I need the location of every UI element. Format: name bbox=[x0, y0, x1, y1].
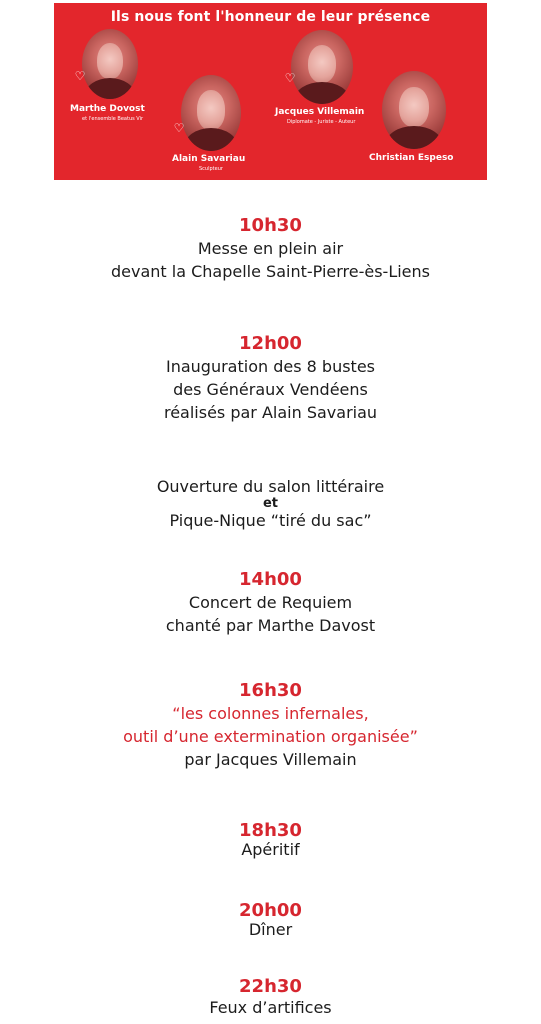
event-line: Inauguration des 8 bustes bbox=[166, 357, 375, 376]
event-time: 18h30 bbox=[239, 820, 302, 841]
event-line: des Généraux Vendéens bbox=[173, 380, 368, 399]
heart-icon: ♡ bbox=[284, 71, 296, 85]
guest-photo bbox=[291, 30, 353, 104]
guest-name: Marthe Dovost bbox=[70, 104, 145, 114]
program-item bbox=[0, 475, 541, 532]
event-line: Pique-Nique “tiré du sac” bbox=[169, 511, 372, 530]
event-time: 16h30 bbox=[239, 680, 302, 701]
event-line: Messe en plein air bbox=[197, 239, 344, 258]
guest-photo bbox=[382, 71, 446, 149]
event-line: devant la Chapelle Saint-Pierre-ès-Liens bbox=[111, 262, 430, 281]
guest-photo bbox=[82, 29, 138, 99]
program-item bbox=[0, 680, 541, 771]
guest-subtitle: Diplomate - Juriste - Auteur bbox=[287, 119, 356, 125]
event-line: réalisés par Alain Savariau bbox=[163, 403, 378, 422]
event-time: 10h30 bbox=[239, 215, 302, 236]
event-line: chanté par Marthe Davost bbox=[165, 616, 376, 635]
event-line: Feux d’artifices bbox=[209, 998, 332, 1017]
event-line: “les colonnes infernales, bbox=[172, 704, 369, 723]
guests-banner bbox=[54, 3, 487, 180]
program-item bbox=[0, 333, 541, 424]
event-line: outil d’une extermination organisée” bbox=[123, 727, 418, 746]
event-line: et bbox=[262, 496, 279, 511]
guest-name: Alain Savariau bbox=[172, 154, 246, 164]
program-item bbox=[0, 569, 541, 637]
program-item bbox=[0, 976, 541, 1018]
event-time: 12h00 bbox=[239, 333, 302, 354]
program-item bbox=[0, 215, 541, 283]
guest-name: Jacques Villemain bbox=[275, 107, 365, 117]
event-time: 20h00 bbox=[239, 900, 302, 921]
heart-icon: ♡ bbox=[173, 121, 185, 135]
guest-name: Christian Espeso bbox=[369, 153, 454, 163]
guest-photo bbox=[181, 75, 241, 151]
event-line: Ouverture du salon littéraire bbox=[156, 477, 385, 496]
heart-icon: ♡ bbox=[74, 69, 86, 83]
event-line: Dîner bbox=[248, 920, 293, 939]
guest-subtitle: et l'ensemble Beatus Vir bbox=[82, 116, 144, 122]
event-line: par Jacques Villemain bbox=[184, 750, 357, 769]
event-time: 14h00 bbox=[239, 569, 302, 590]
guest-subtitle: Sculpteur bbox=[199, 166, 223, 172]
program-item bbox=[0, 900, 541, 938]
event-line: Apéritif bbox=[241, 840, 300, 859]
banner-title: Ils nous font l'honneur de leur présence bbox=[110, 9, 431, 25]
program-item bbox=[0, 820, 541, 858]
event-time: 22h30 bbox=[239, 976, 302, 997]
event-line: Concert de Requiem bbox=[188, 593, 353, 612]
